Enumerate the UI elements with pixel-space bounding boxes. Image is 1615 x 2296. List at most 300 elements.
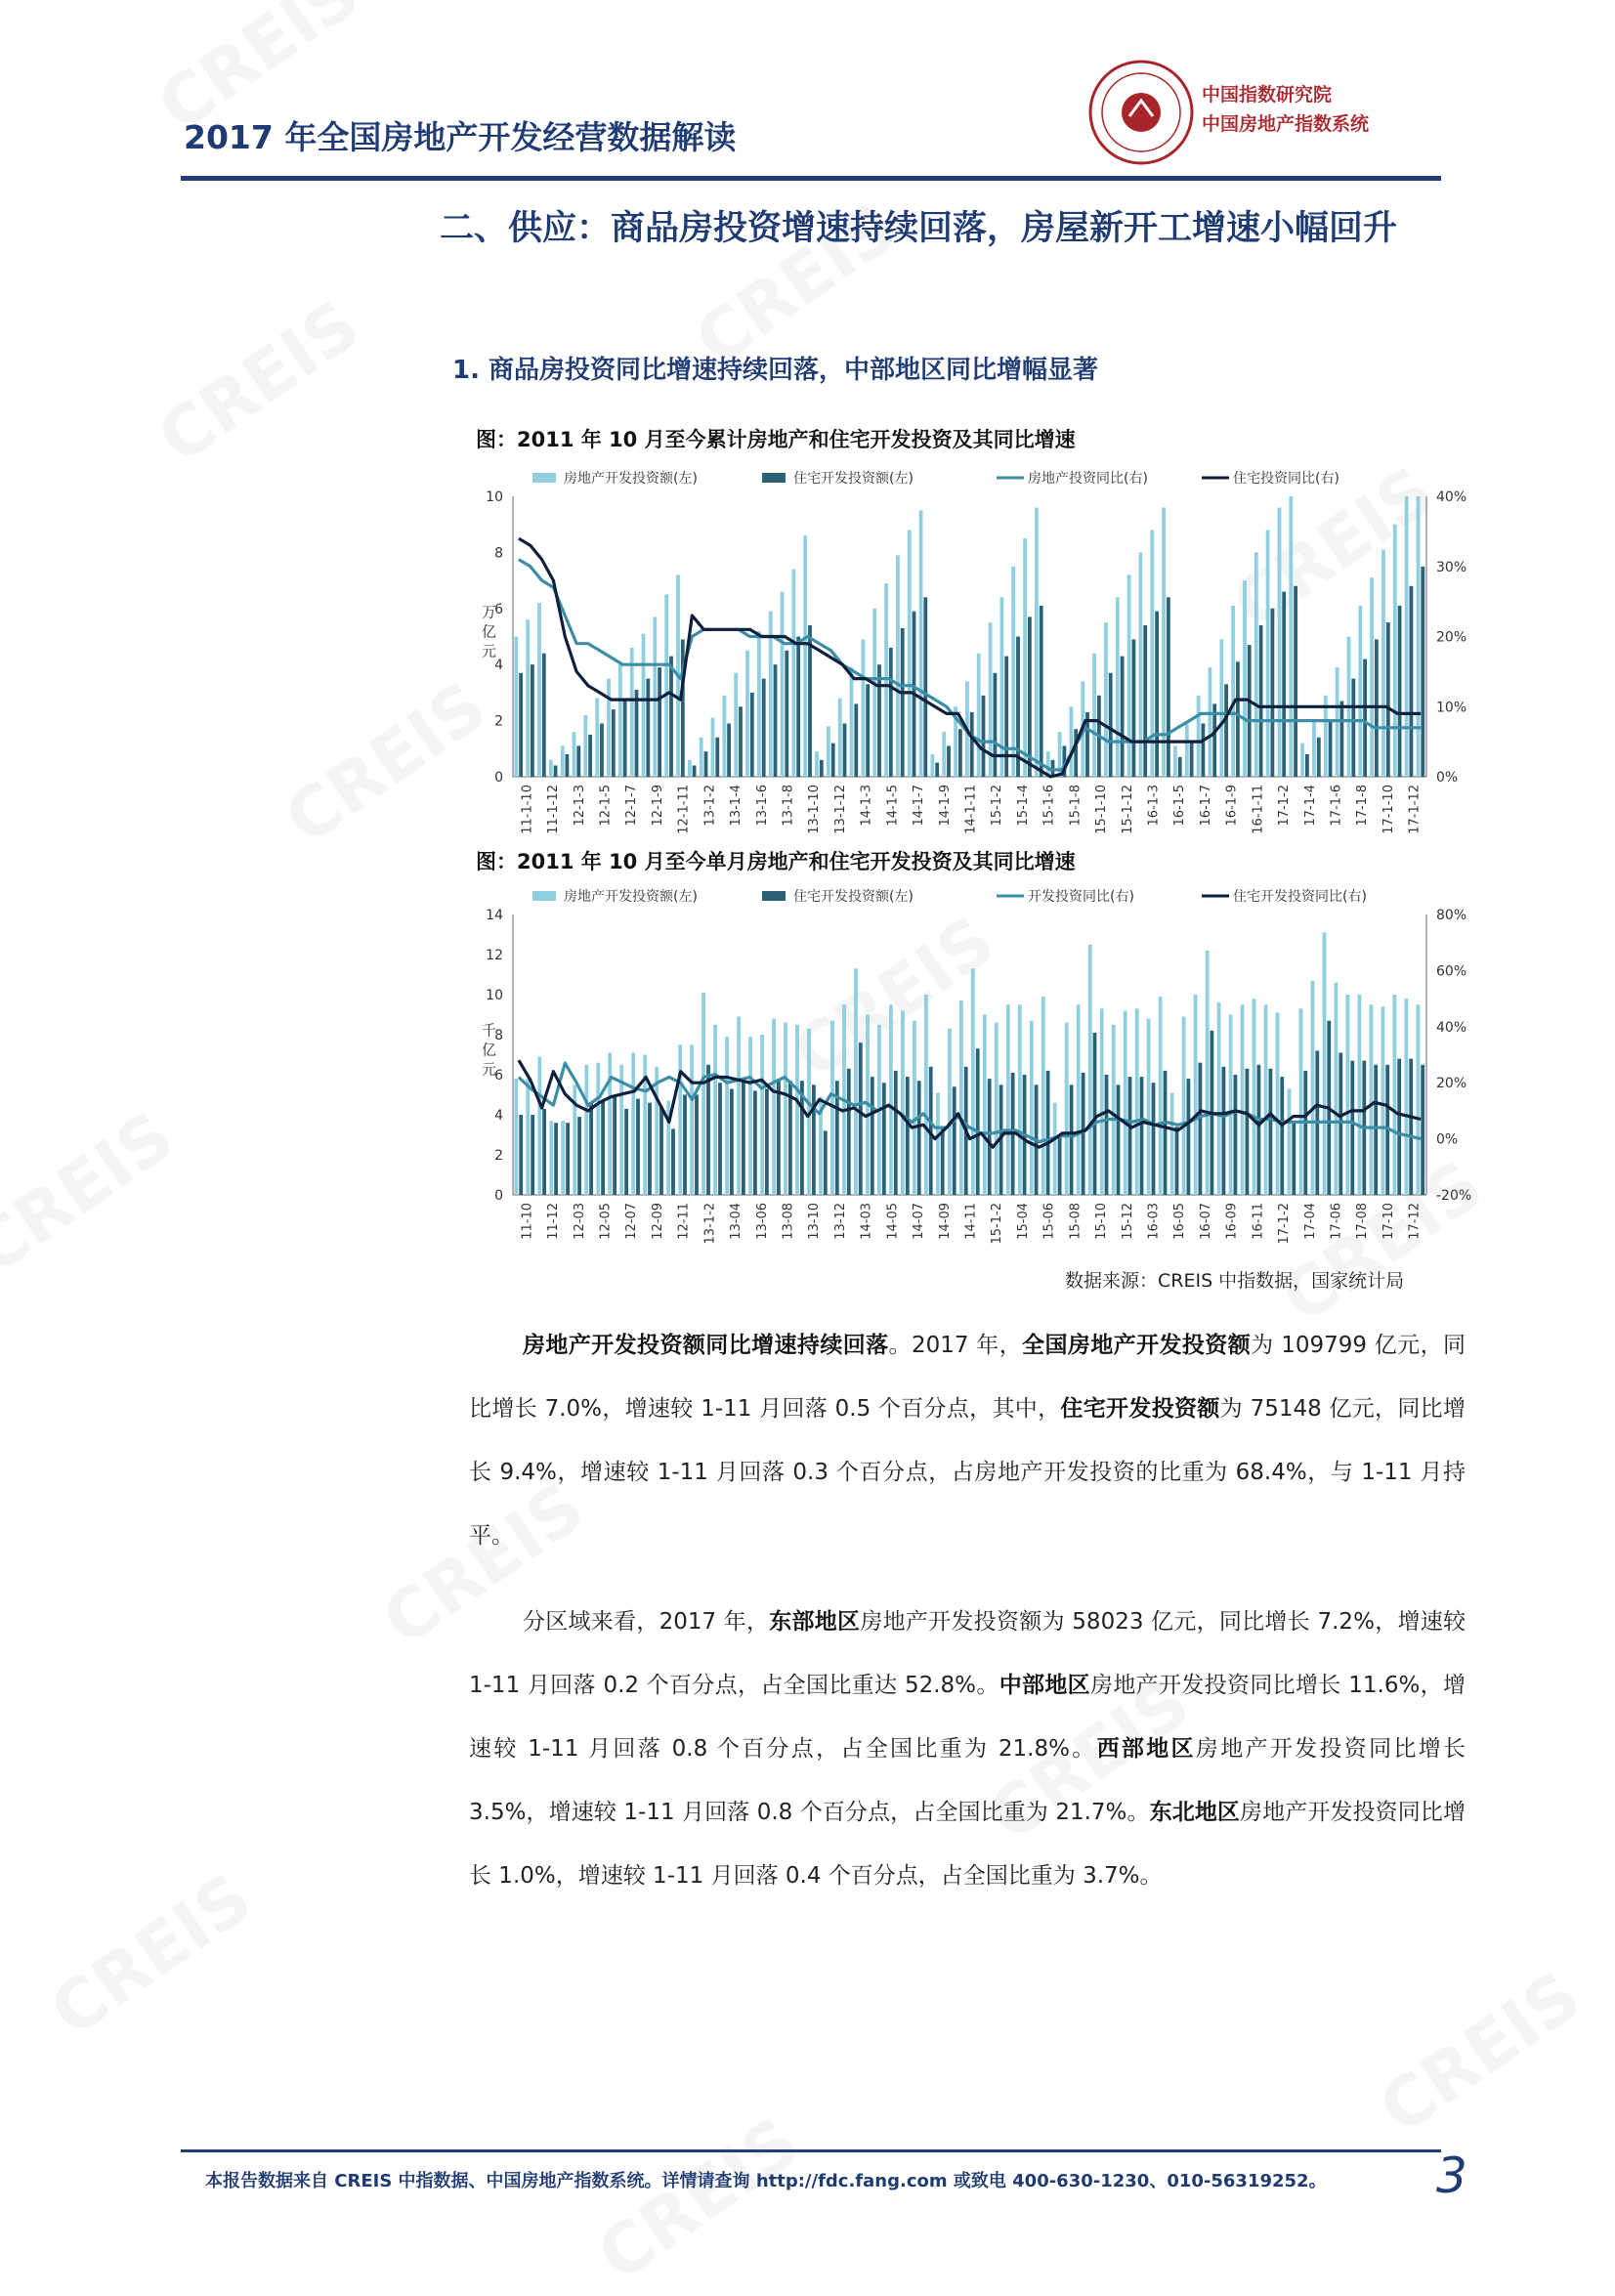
- bar: [526, 619, 530, 777]
- bar: [982, 696, 986, 777]
- bar: [690, 1044, 694, 1195]
- bar: [958, 729, 962, 777]
- bar: [1185, 724, 1189, 778]
- bar: [1311, 981, 1315, 1195]
- bar: [1292, 1123, 1296, 1195]
- x-tick-label: 11-10: [520, 1203, 535, 1240]
- y2-tick-label: 0%: [1436, 1131, 1459, 1148]
- bar: [1088, 945, 1092, 1195]
- bar: [760, 1035, 764, 1195]
- bar: [1266, 530, 1270, 777]
- bar: [1300, 744, 1304, 777]
- x-tick-label: 14-1-3: [859, 785, 874, 827]
- x-tick-label: 17-12: [1407, 1203, 1423, 1240]
- bar: [871, 1077, 874, 1195]
- x-tick-label: 12-1-11: [676, 785, 692, 834]
- x-tick-label: 17-1-6: [1329, 785, 1344, 827]
- bar: [727, 724, 731, 778]
- bar: [872, 609, 876, 777]
- bar: [623, 699, 627, 777]
- bar: [762, 679, 766, 777]
- y2-tick-label: 40%: [1436, 489, 1467, 505]
- y2-tick-label: 20%: [1436, 629, 1467, 646]
- bar: [723, 696, 727, 777]
- bar: [531, 1115, 534, 1195]
- paragraph-regions: [469, 1591, 1466, 1908]
- bar: [1143, 625, 1147, 777]
- bar: [792, 570, 796, 777]
- bar: [607, 679, 611, 777]
- bar: [953, 1086, 956, 1195]
- bar: [919, 510, 923, 777]
- bar: [1264, 1004, 1268, 1195]
- bar: [1405, 496, 1409, 777]
- bar: [1147, 1019, 1151, 1195]
- x-tick-label: 17-1-12: [1407, 785, 1423, 834]
- x-tick-label: 12-11: [676, 1203, 692, 1240]
- bar: [1282, 592, 1286, 777]
- bar: [1132, 639, 1136, 777]
- y-tick-label: 8: [494, 1028, 503, 1043]
- bar: [983, 1015, 987, 1196]
- x-tick-label: 15-12: [1120, 1203, 1135, 1240]
- bar: [659, 1107, 663, 1195]
- figure-2-title: 图：2011 年 10 月至今单月房地产和住宅开发投资及其同比增速: [476, 850, 1076, 873]
- bar: [561, 745, 565, 777]
- data-source: 数据来源：CREIS 中指数据，国家统计局: [1065, 1270, 1405, 1292]
- bar: [1040, 606, 1043, 777]
- bar: [669, 657, 673, 777]
- x-tick-label: 11-1-12: [546, 785, 562, 834]
- legend-label: 住宅投资同比(右): [1233, 471, 1339, 487]
- bar: [843, 724, 847, 778]
- bar: [772, 1019, 776, 1195]
- bar: [894, 1071, 898, 1195]
- bar: [631, 1053, 635, 1196]
- bar: [514, 637, 518, 778]
- bar: [519, 1115, 523, 1195]
- header-divider: [181, 176, 1441, 181]
- y-tick-label: 2: [494, 1148, 503, 1164]
- x-tick-label: 16-1-3: [1146, 785, 1162, 827]
- x-tick-label: 16-1-7: [1198, 785, 1213, 827]
- bar: [1135, 1008, 1139, 1195]
- footer-note: 本报告数据来自 CREIS 中指数据、中国房地产指数系统。详情请查询 http://fdc.fang.com 或致电 400-630-1230、010-56319252。: [205, 2171, 1327, 2191]
- bar: [648, 1103, 652, 1195]
- bar: [542, 1109, 546, 1195]
- bar: [1289, 496, 1293, 777]
- bar: [596, 1063, 600, 1195]
- bar: [947, 745, 951, 777]
- bar: [931, 754, 935, 777]
- bar: [577, 1117, 581, 1195]
- bar: [671, 1128, 675, 1195]
- x-tick-label: 14-07: [912, 1203, 927, 1240]
- bar: [995, 1023, 999, 1195]
- x-tick-label: 17-1-8: [1355, 785, 1371, 827]
- para2-text-3: 房地产开发投资同比增长 11.6%，增速较 1-11 月回落 0.8 个百分点，占全国比重为 21.8%。: [469, 1673, 1466, 1762]
- bar: [1397, 1059, 1401, 1195]
- bar: [750, 693, 754, 777]
- bar: [796, 637, 800, 778]
- bar: [1116, 597, 1120, 777]
- bar: [730, 1088, 734, 1195]
- chart-cumulative-investment: [474, 459, 1490, 842]
- bar: [711, 718, 715, 777]
- bar: [1421, 1065, 1424, 1195]
- x-tick-label: 13-1-2: [702, 785, 718, 827]
- bar: [1167, 597, 1170, 777]
- bar: [1077, 1004, 1081, 1195]
- bar: [847, 1069, 851, 1195]
- bar: [1312, 721, 1316, 777]
- bar: [1159, 997, 1163, 1195]
- org-name-2: 中国房地产指数系统: [1202, 113, 1370, 135]
- bar: [600, 724, 604, 778]
- bar: [1209, 667, 1212, 777]
- y2-tick-label: 20%: [1436, 1076, 1467, 1092]
- bar: [608, 1053, 612, 1196]
- bar: [917, 1081, 921, 1195]
- para1-text-3: 为 75148 亿元，同比增长 9.4%，增速较 1-11 月回落 0.3 个百分点，占房地产开发投资的比重为 68.4%，与 1-11 月持平。: [469, 1396, 1466, 1549]
- bar: [549, 1121, 553, 1195]
- x-tick-label: 13-08: [781, 1203, 796, 1240]
- bar: [1170, 1092, 1174, 1195]
- bar: [1253, 999, 1256, 1195]
- x-tick-label: 13-12: [832, 1203, 848, 1240]
- bar: [713, 1025, 717, 1195]
- bar: [1381, 550, 1385, 778]
- x-tick-label: 13-1-10: [807, 785, 823, 834]
- x-tick-label: 12-1-9: [650, 785, 665, 827]
- bar: [554, 1123, 558, 1195]
- bar: [765, 1088, 769, 1195]
- x-tick-label: 16-1-11: [1251, 785, 1266, 834]
- bar: [977, 654, 981, 777]
- x-tick-label: 13-1-12: [832, 785, 848, 834]
- bar: [1241, 1004, 1245, 1195]
- bar: [831, 744, 835, 777]
- bar: [681, 639, 685, 777]
- bar: [549, 760, 553, 777]
- bar: [1004, 657, 1008, 777]
- bar: [1317, 738, 1321, 777]
- bar: [576, 745, 580, 777]
- x-tick-label: 12-03: [572, 1203, 587, 1240]
- x-tick-label: 16-07: [1198, 1203, 1213, 1240]
- bar: [882, 1083, 886, 1195]
- y-tick-label: 12: [486, 948, 503, 963]
- bar: [1417, 496, 1421, 777]
- bar: [1140, 1077, 1144, 1195]
- bar: [1121, 657, 1125, 777]
- bar: [1405, 999, 1409, 1195]
- bar: [1271, 609, 1275, 777]
- figure-1-title: 图：2011 年 10 月至今累计房地产和住宅开发投资及其同比增速: [476, 428, 1076, 451]
- watermark: [144, 285, 373, 480]
- region-west: 西部地区: [1096, 1736, 1196, 1762]
- x-tick-label: 17-04: [1302, 1203, 1318, 1240]
- bar: [704, 751, 708, 777]
- region-east: 东部地区: [769, 1609, 861, 1635]
- watermark: [1365, 1956, 1594, 2150]
- bar: [618, 661, 622, 777]
- x-tick-label: 17-1-2: [1277, 785, 1293, 827]
- chart-monthly-investment: [474, 877, 1490, 1260]
- bar: [1229, 1015, 1233, 1196]
- x-tick-label: 15-04: [1015, 1203, 1031, 1240]
- bar: [1124, 1010, 1127, 1195]
- bar: [1224, 684, 1228, 777]
- bar: [889, 1004, 893, 1195]
- bar: [1398, 606, 1402, 777]
- legend-label: 开发投资同比(右): [1028, 889, 1134, 905]
- bar: [795, 1025, 799, 1195]
- x-tick-label: 13-06: [754, 1203, 770, 1240]
- bar: [1117, 1084, 1121, 1195]
- bar: [854, 703, 858, 777]
- y-tick-label: 2: [494, 713, 503, 730]
- bar: [1409, 1059, 1413, 1195]
- legend-label: 住宅开发投资同比(右): [1233, 889, 1367, 905]
- x-tick-label: 11-12: [546, 1203, 562, 1240]
- para1-text-1: 。2017 年，: [888, 1333, 1023, 1358]
- bar: [1074, 729, 1078, 777]
- bar: [988, 1079, 992, 1195]
- bar: [1035, 508, 1039, 778]
- x-tick-label: 17-06: [1329, 1203, 1344, 1240]
- bar: [1222, 1067, 1226, 1195]
- watermark: [0, 1096, 188, 1291]
- paragraph-investment: [469, 1314, 1466, 1568]
- x-tick-label: 15-10: [1094, 1203, 1110, 1240]
- x-tick-label: 14-03: [859, 1203, 874, 1240]
- bar: [1269, 1069, 1273, 1195]
- bar: [824, 1130, 828, 1195]
- bar: [866, 684, 870, 777]
- bar: [1058, 1135, 1062, 1196]
- bar: [781, 592, 785, 777]
- legend-swatch: [762, 473, 786, 483]
- bar: [942, 732, 946, 777]
- footer-divider: [181, 2149, 1441, 2152]
- bar: [1070, 1084, 1074, 1195]
- bar: [812, 1084, 816, 1195]
- bar: [923, 597, 927, 777]
- x-tick-label: 15-1-4: [1015, 785, 1031, 827]
- x-tick-label: 17-1-4: [1302, 785, 1318, 827]
- bar: [542, 654, 546, 777]
- bar: [1104, 622, 1108, 777]
- x-tick-label: 14-11: [963, 1203, 979, 1240]
- x-tick-label: 13-1-6: [754, 785, 770, 827]
- bar: [901, 628, 905, 777]
- bar: [1393, 995, 1397, 1195]
- bar: [1259, 625, 1263, 777]
- bar: [514, 1079, 518, 1195]
- bar: [1381, 1006, 1385, 1195]
- bar: [700, 738, 703, 777]
- x-tick-label: 14-05: [885, 1203, 901, 1240]
- bar: [1175, 1127, 1179, 1195]
- subsection-title: 1. 商品房投资同比增速持续回落，中部地区同比增幅显著: [452, 356, 1099, 385]
- legend-label: 房地产开发投资额(左): [564, 889, 698, 905]
- y-axis-label: 万: [482, 603, 497, 621]
- y2-tick-label: 10%: [1436, 700, 1467, 716]
- bar: [718, 1083, 722, 1195]
- watermark: [271, 666, 500, 861]
- bar: [862, 639, 866, 777]
- bar: [658, 667, 661, 777]
- bar: [1370, 577, 1374, 777]
- y-tick-label: 4: [494, 1108, 503, 1124]
- bar: [935, 763, 939, 777]
- bar: [1093, 1033, 1097, 1195]
- bar: [584, 1065, 588, 1195]
- bar: [896, 555, 900, 777]
- y-tick-label: 4: [494, 658, 503, 674]
- bar: [642, 634, 646, 777]
- y-axis-label: 亿: [482, 622, 497, 641]
- para2-text-4: 房地产开发投资同比增长 3.5%，增速较 1-11 月回落 0.8 个百分点，占全国比重为 21.7%。: [469, 1736, 1466, 1825]
- bar: [1370, 1004, 1374, 1195]
- bar: [624, 1109, 628, 1195]
- bar: [1303, 1071, 1307, 1195]
- bar: [554, 766, 558, 778]
- bar: [526, 1079, 530, 1195]
- bar: [1006, 1004, 1010, 1195]
- bar: [742, 1079, 745, 1195]
- bar: [589, 1103, 593, 1195]
- bar: [815, 751, 819, 777]
- bar: [906, 1077, 910, 1195]
- bar: [948, 1029, 952, 1195]
- y2-tick-label: -20%: [1436, 1188, 1472, 1204]
- series-line: [519, 1060, 1421, 1147]
- bar: [739, 706, 743, 777]
- bar: [1173, 745, 1177, 777]
- bar: [1219, 639, 1223, 777]
- bar: [901, 1010, 905, 1195]
- bar: [1351, 679, 1355, 777]
- x-tick-label: 14-1-7: [912, 785, 927, 827]
- bar: [1092, 654, 1096, 777]
- bar: [1288, 1088, 1292, 1195]
- bar: [1112, 1025, 1116, 1195]
- bar: [994, 673, 998, 777]
- bar: [913, 1021, 916, 1195]
- x-tick-label: 13-1-2: [702, 1203, 718, 1245]
- bar: [737, 1017, 741, 1196]
- x-tick-label: 15-1-2: [990, 1203, 1005, 1245]
- org-name-1: 中国指数研究院: [1202, 84, 1333, 106]
- bar: [1350, 1061, 1354, 1195]
- bar: [1162, 508, 1166, 778]
- bar: [1421, 567, 1424, 777]
- bar: [1190, 741, 1194, 777]
- y-tick-label: 10: [486, 489, 503, 505]
- bar: [850, 667, 854, 777]
- para1-bold-1: 全国房地产开发投资额: [1022, 1333, 1252, 1358]
- bar: [1339, 1053, 1342, 1196]
- bar: [970, 712, 974, 777]
- x-tick-label: 12-05: [598, 1203, 614, 1240]
- bar: [1393, 525, 1397, 777]
- bar: [1257, 1065, 1261, 1195]
- bar: [1070, 706, 1074, 777]
- bar: [1150, 530, 1154, 777]
- bar: [561, 1121, 565, 1195]
- cia-seal-logo: [1083, 54, 1200, 171]
- bar: [803, 535, 807, 777]
- bar: [695, 1095, 699, 1196]
- bar: [595, 699, 599, 777]
- bar: [1231, 606, 1235, 777]
- x-tick-label: 15-1-8: [1068, 785, 1084, 827]
- bar: [976, 1048, 980, 1195]
- bar: [1246, 1069, 1250, 1195]
- bar: [748, 1037, 752, 1195]
- para2-text-5: 房地产开发投资同比增长 1.0%，增速较 1-11 月回落 0.4 个百分点，占全国比重为 3.7%。: [469, 1800, 1466, 1889]
- bar: [774, 664, 778, 777]
- bar: [1234, 1075, 1238, 1195]
- bar: [583, 715, 587, 777]
- legend-swatch: [532, 891, 556, 901]
- x-tick-label: 15-06: [1041, 1203, 1057, 1240]
- bar: [1199, 1063, 1203, 1195]
- x-tick-label: 12-1-3: [572, 785, 587, 827]
- bar: [784, 1023, 787, 1195]
- bar: [889, 648, 893, 777]
- bar: [588, 735, 592, 777]
- bar: [753, 1090, 757, 1195]
- y2-tick-label: 0%: [1436, 770, 1459, 786]
- bar: [1000, 597, 1004, 777]
- x-tick-label: 14-1-9: [937, 785, 953, 827]
- bar: [757, 631, 761, 777]
- x-tick-label: 16-11: [1251, 1203, 1266, 1240]
- para1-lead: 房地产开发投资额同比增速持续回落: [523, 1333, 889, 1358]
- bar: [1243, 580, 1247, 777]
- legend-label: 房地产投资同比(右): [1028, 471, 1148, 487]
- x-tick-label: 16-1-5: [1172, 785, 1188, 827]
- x-tick-label: 12-09: [650, 1203, 665, 1240]
- bar: [664, 594, 668, 777]
- bar: [601, 1101, 605, 1195]
- bar: [1206, 951, 1210, 1195]
- bar: [706, 1065, 710, 1195]
- x-tick-label: 12-07: [624, 1203, 640, 1240]
- bar: [1046, 1071, 1050, 1195]
- bar: [1028, 617, 1032, 777]
- bar: [1294, 586, 1297, 777]
- y-axis-label: 元: [482, 642, 497, 660]
- bar: [613, 1097, 616, 1195]
- section-title: 二、供应：商品房投资增速持续回落，房屋新开工增速小幅回升: [440, 209, 1398, 248]
- bar: [537, 603, 541, 777]
- x-tick-label: 16-05: [1172, 1203, 1188, 1240]
- y-axis-label: 千: [482, 1021, 497, 1040]
- para1-text-2: 为 109799 亿元，同比增长 7.0%，增速较 1-11 月回落 0.5 个百分点，其中，: [469, 1333, 1466, 1422]
- bar: [1363, 659, 1367, 778]
- bar: [1248, 645, 1252, 777]
- bar: [1023, 538, 1027, 777]
- bar: [1152, 1083, 1156, 1195]
- bar: [1018, 1004, 1022, 1195]
- bar: [1346, 995, 1350, 1195]
- y-axis-label: 元: [482, 1060, 497, 1079]
- bar: [701, 993, 705, 1195]
